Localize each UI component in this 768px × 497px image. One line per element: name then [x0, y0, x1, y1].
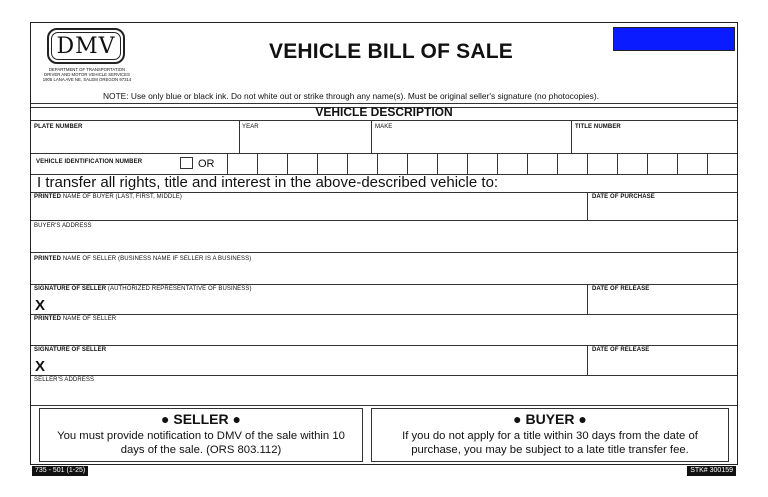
date-of-release-label: DATE OF RELEASE — [592, 347, 650, 353]
vin-label: VEHICLE IDENTIFICATION NUMBER — [36, 159, 143, 165]
blue-box — [613, 27, 735, 51]
seller-name-label: PRINTED NAME OF SELLER (BUSINESS NAME IF SELLER IS A BUSINESS) — [34, 256, 252, 262]
divider — [587, 192, 588, 220]
vin-char-box — [467, 153, 468, 174]
vin-char-box — [617, 153, 618, 174]
date-of-release-label: DATE OF RELEASE — [592, 286, 650, 292]
buyer-notice-box — [371, 408, 729, 462]
vin-char-box — [587, 153, 588, 174]
vin-char-box — [407, 153, 408, 174]
divider — [31, 103, 737, 104]
form-title: VEHICLE BILL OF SALE — [269, 40, 513, 63]
make-label: MAKE — [375, 124, 393, 130]
title-number-label: TITLE NUMBER — [575, 124, 621, 130]
section-title-vehicle: VEHICLE DESCRIPTION — [315, 105, 453, 119]
seller-signature-label: SIGNATURE OF SELLER — [34, 347, 107, 353]
agency-info — [33, 67, 141, 82]
divider — [371, 120, 372, 153]
divider — [31, 345, 737, 346]
buyer-notice-text: If you do not apply for a title within 30 days from the date of purchase, you may be subject to a late title transfer fee. — [402, 430, 698, 456]
bill-of-sale-form — [30, 22, 738, 465]
vin-char-box — [377, 153, 378, 174]
buyer-heading: ● BUYER ● — [513, 411, 587, 427]
vin-char-box — [647, 153, 648, 174]
divider — [31, 192, 737, 193]
date-of-purchase-label: DATE OF PURCHASE — [592, 194, 655, 200]
vin-or-checkbox[interactable] — [180, 157, 193, 169]
printed-seller-name-label: PRINTED NAME OF SELLER — [34, 316, 117, 322]
vin-char-box — [707, 153, 708, 174]
agency-line: DRIVER AND MOTOR VEHICLE SERVICES — [44, 72, 130, 77]
vin-char-box — [257, 153, 258, 174]
divider — [31, 220, 737, 221]
seller-heading: ● SELLER ● — [161, 411, 241, 427]
divider — [31, 375, 737, 376]
seller-notice-text: You must provide notification to DMV of the sale within 10 days of the sale. (ORS 803.112) — [57, 430, 345, 456]
stock-number: STK# 300159 — [687, 466, 736, 476]
vin-char-box — [317, 153, 318, 174]
divider — [31, 153, 737, 154]
vin-char-box — [227, 153, 228, 174]
divider — [31, 120, 737, 121]
vin-char-box — [437, 153, 438, 174]
vin-char-box — [287, 153, 288, 174]
plate-number-label: PLATE NUMBER — [34, 124, 83, 130]
dmv-logo-text: DMV — [51, 32, 121, 60]
vin-char-box — [497, 153, 498, 174]
signature-x-mark: X — [35, 358, 46, 375]
form-number: 735 - 501 (1-25) — [32, 466, 88, 476]
agency-line: 1905 LANA AVE NE, SALEM OREGON 97314 — [42, 77, 132, 82]
vin-char-box — [557, 153, 558, 174]
divider — [31, 314, 737, 315]
seller-signature-label: SIGNATURE OF SELLER (AUTHORIZED REPRESENTATIVE OF BUSINESS) — [34, 286, 252, 292]
vin-char-box — [527, 153, 528, 174]
dmv-logo — [47, 28, 125, 64]
divider — [31, 284, 737, 285]
agency-line: DEPARTMENT OF TRANSPORTATION — [48, 67, 126, 72]
signature-x-mark: X — [35, 297, 46, 314]
vin-char-box — [677, 153, 678, 174]
divider — [239, 120, 240, 153]
ink-note: NOTE: Use only blue or black ink. Do not white out or strike through any name(s). Must be original seller's signature (no photocopies). — [103, 91, 599, 101]
divider — [31, 252, 737, 253]
seller-notice-box — [39, 408, 363, 462]
divider — [587, 345, 588, 375]
buyer-address-label: BUYER'S ADDRESS — [34, 223, 92, 229]
divider — [587, 284, 588, 314]
or-text: OR — [198, 158, 215, 170]
divider — [571, 120, 572, 153]
buyer-name-label: PRINTED NAME OF BUYER (LAST, FIRST, MIDDLE) — [34, 194, 182, 200]
vin-char-box — [347, 153, 348, 174]
seller-address-label: SELLER'S ADDRESS — [34, 377, 95, 383]
transfer-statement: I transfer all rights, title and interest in the above-described vehicle to: — [37, 174, 499, 191]
divider — [31, 405, 737, 406]
year-label: YEAR — [242, 124, 259, 130]
